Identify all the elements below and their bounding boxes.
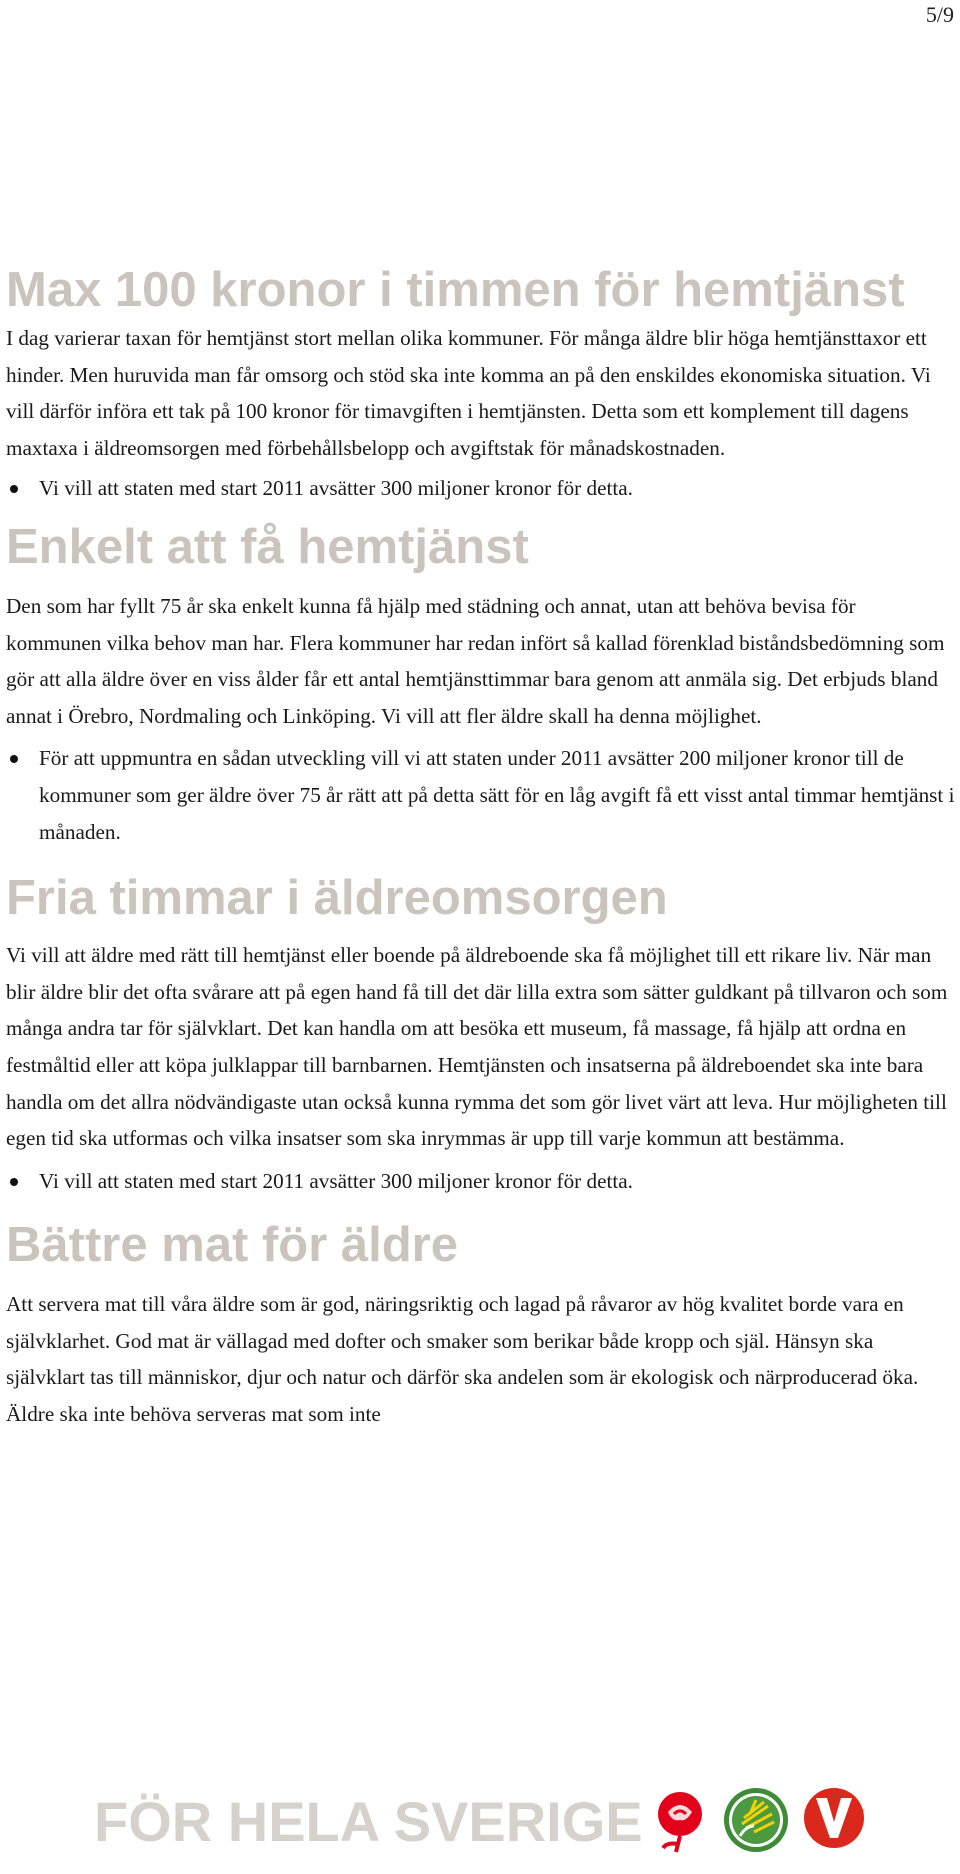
section-heading-battre-mat: Bättre mat för äldre bbox=[6, 1218, 459, 1273]
bullet-list bbox=[6, 1163, 956, 1200]
section-paragraph-fria-timmar: Vi vill att äldre med rätt till hemtjänst eller boende på äldreboende ska få möjlighet till ett rikare liv. När man blir äldre blir det ofta svårare att på egen hand få till det där lilla extra som sätter guldkant på tillvaron och som många andra tar för självklart. Det kan handla om att besöka ett museum, få massage, få hjälp att ordna en festmåltid eller att köpa julklappar till barnbarnen. Hemtjänsten och insatserna på äldreboendet ska inte bara handla om det allra nödvändigaste utan också kunna rymma det som gör livet värt att leva. Hur möjligheten till egen tid ska utformas och vilka insatser som ska inrymmas är upp till varje kommun att bestämma. bbox=[6, 943, 948, 1151]
v-letter-icon bbox=[800, 1784, 868, 1852]
footer bbox=[0, 1770, 960, 1870]
bullet-item: För att uppmuntra en sådan utveckling vill vi att staten under 2011 avsätter 200 miljoner kronor till de kommuner som ger äldre över 75 år rätt att på detta sätt för en låg avgift få ett visst antal timmar hemtjänst i månaden. bbox=[6, 740, 956, 850]
footer-slogan: FÖR HELA SVERIGE bbox=[94, 1790, 643, 1853]
page-number: 5/9 bbox=[925, 2, 954, 27]
section-heading-max-100: Max 100 kronor i timmen för hemtjänst bbox=[6, 263, 905, 317]
bullet-list bbox=[6, 470, 956, 507]
section-heading-fria-timmar: Fria timmar i äldreomsorgen bbox=[6, 871, 668, 926]
bullet-item: Vi vill att staten med start 2011 avsätter 300 miljoner kronor för detta. bbox=[6, 1163, 956, 1200]
rose-icon bbox=[646, 1784, 714, 1854]
section-paragraph-battre-mat: Att servera mat till våra äldre som är god, näringsriktig och lagad på råvaror av hög kvalitet borde vara en självklarhet. God mat är vällagad med dofter och smaker som berikar både kropp och själ. Hänsyn ska självklart tas till människor, djur och natur och därför ska andelen som är ekologisk och närproducerad öka. Äldre ska inte behöva serveras mat som inte bbox=[6, 1292, 919, 1427]
section-heading-enkelt: Enkelt att få hemtjänst bbox=[6, 519, 529, 574]
section-paragraph-enkelt: Den som har fyllt 75 år ska enkelt kunna få hjälp med städning och annat, utan att behöva bevisa för kommunen vilka behov man har. Flera kommuner har redan infört så kallad förenklad biståndsbedömning som gör att alla äldre över en viss ålder får ett antal hemtjänsttimmar bara genom att anmäla sig. Det erbjuds bland annat i Örebro, Nordmaling och Linköping. Vi vill att fler äldre skall ha denna möjlighet. bbox=[6, 593, 945, 728]
bullet-list bbox=[6, 740, 956, 850]
dandelion-icon bbox=[720, 1784, 792, 1856]
document-body bbox=[6, 262, 956, 1433]
bullet-item: Vi vill att staten med start 2011 avsätter 300 miljoner kronor för detta. bbox=[6, 470, 956, 507]
section-paragraph-max-100: I dag varierar taxan för hemtjänst stort mellan olika kommuner. För många äldre blir höga hemtjänsttaxor ett hinder. Men huruvida man får omsorg och stöd ska inte komma an på den enskildes ekonomiska situation. Vi vill därför införa ett tak på 100 kronor för timavgiften i hemtjänsten. Detta som ett komplement till dagens maxtaxa i äldreomsorgen med förbehållsbelopp och avgiftstak för månadskostnaden. bbox=[6, 326, 931, 460]
